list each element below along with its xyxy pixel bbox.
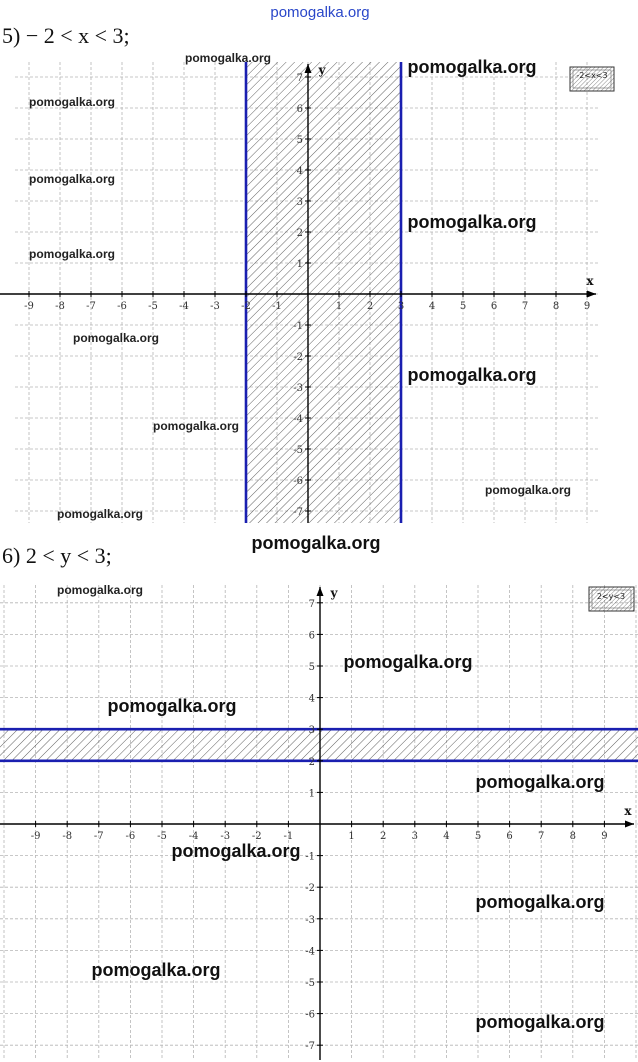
x-tick-label: -8 (62, 831, 73, 842)
watermark: pomogalka.org (91, 960, 221, 980)
y-tick-label: 7 (296, 73, 303, 84)
y-tick-label: -2 (305, 883, 315, 895)
y-tick-label: 4 (308, 693, 315, 705)
x-tick-label: 9 (601, 831, 608, 842)
x-tick-label: 8 (552, 301, 560, 312)
problem-5-title: 5) − 2 < x < 3; (2, 23, 130, 48)
y-axis-label: y (318, 63, 326, 77)
watermark: pomogalka.org (475, 772, 605, 792)
watermark: pomogalka.org (251, 533, 381, 553)
problem-5-legend-text: -2<x<3 (576, 71, 608, 80)
watermark: pomogalka.org (56, 507, 144, 521)
x-tick-label: 1 (348, 831, 355, 842)
y-tick-label: 3 (308, 725, 315, 737)
x-tick-label: 8 (569, 831, 576, 842)
x-tick-label: -4 (179, 301, 189, 312)
watermark: pomogalka.org (407, 212, 537, 232)
x-tick-label: -1 (283, 831, 294, 842)
x-axis-arrow (587, 291, 596, 298)
x-tick-label: 9 (583, 301, 591, 312)
x-tick-label: -4 (188, 831, 199, 842)
x-tick-label: -6 (125, 831, 136, 842)
watermark: pomogalka.org (72, 331, 160, 345)
watermark: pomogalka.org (171, 841, 301, 861)
x-tick-label: 6 (506, 831, 513, 842)
y-tick-label: -3 (305, 914, 315, 926)
watermark: pomogalka.org (184, 51, 272, 65)
problem-6-legend (589, 587, 634, 611)
watermark: pomogalka.org (28, 247, 116, 261)
watermark: pomogalka.org (28, 172, 116, 186)
watermark: pomogalka.org (484, 483, 572, 497)
y-tick-label: 1 (308, 788, 315, 800)
y-tick-label: -1 (305, 851, 315, 863)
graph-problem-6 (0, 585, 638, 1060)
x-tick-label: 3 (397, 301, 405, 312)
x-tick-label: 5 (459, 301, 467, 312)
x-tick-label: -2 (251, 831, 262, 842)
watermark: pomogalka.org (152, 419, 240, 433)
x-tick-label: 6 (490, 301, 498, 312)
x-tick-label: 2 (380, 831, 387, 842)
x-tick-label: 5 (474, 831, 482, 842)
x-tick-label: 1 (335, 301, 343, 312)
y-tick-label: 2 (308, 756, 315, 768)
x-tick-label: -9 (30, 831, 41, 842)
x-tick-label: -5 (157, 831, 167, 842)
watermark: pomogalka.org (56, 583, 144, 597)
solution-region (246, 62, 401, 523)
x-tick-label: 7 (521, 301, 529, 312)
problem-6-title: 6) 2 < y < 3; (2, 543, 112, 568)
x-axis-label: x (624, 804, 632, 818)
x-tick-label: -9 (24, 301, 34, 312)
x-tick-label: -2 (241, 301, 251, 312)
solution-region (0, 729, 638, 761)
y-tick-label: 6 (308, 630, 315, 642)
y-tick-label: -1 (293, 321, 303, 332)
y-tick-label: 6 (296, 104, 303, 115)
watermark: pomogalka.org (475, 892, 605, 912)
y-axis-label: y (330, 586, 338, 600)
watermark: pomogalka.org (28, 95, 116, 109)
graph-problem-5 (0, 62, 600, 523)
problem-5-legend (570, 67, 614, 91)
watermark: pomogalka.org (343, 652, 473, 672)
watermarks-problem-6 (56, 583, 608, 1032)
x-axis-label: x (586, 274, 594, 288)
y-tick-label: -6 (293, 476, 303, 487)
site-watermark-header: pomogalka.org (270, 4, 370, 21)
y-tick-label: 5 (296, 135, 303, 146)
y-tick-label: -3 (293, 383, 303, 394)
x-tick-label: 7 (538, 831, 545, 842)
grid (0, 585, 638, 1060)
y-tick-label: 4 (296, 166, 303, 177)
watermark: pomogalka.org (407, 365, 537, 385)
y-tick-label: -4 (305, 946, 315, 958)
y-tick-label: -6 (305, 1009, 315, 1021)
y-tick-label: -2 (293, 352, 303, 363)
y-tick-label: 3 (296, 197, 303, 208)
y-tick-label: 5 (308, 662, 315, 673)
x-tick-label: 4 (428, 301, 436, 312)
y-tick-label: 1 (296, 259, 303, 270)
x-tick-label: -8 (55, 301, 65, 312)
problem-6-legend-text: 2<y<3 (596, 592, 626, 601)
x-tick-label: -7 (86, 301, 96, 312)
x-tick-label: 3 (411, 831, 418, 842)
x-tick-label: 4 (443, 831, 450, 842)
y-tick-label: -7 (293, 507, 303, 518)
y-tick-label: -5 (305, 978, 315, 989)
watermark: pomogalka.org (475, 1012, 605, 1032)
y-tick-label: -4 (293, 414, 303, 425)
x-tick-label: -6 (117, 301, 127, 312)
x-tick-label: -3 (210, 301, 220, 312)
x-tick-label: -1 (272, 301, 282, 312)
y-tick-label: -7 (305, 1041, 315, 1053)
x-tick-label: -5 (148, 301, 158, 312)
y-tick-label: 7 (308, 598, 315, 610)
y-axis-arrow (317, 587, 324, 596)
watermark: pomogalka.org (107, 696, 237, 716)
watermark: pomogalka.org (407, 57, 537, 77)
y-tick-label: -5 (293, 445, 303, 456)
x-axis-arrow (625, 821, 634, 828)
x-tick-label: -7 (93, 831, 104, 842)
x-tick-label: 2 (366, 301, 374, 312)
y-tick-label: 2 (296, 228, 303, 239)
x-tick-label: -3 (220, 831, 231, 842)
